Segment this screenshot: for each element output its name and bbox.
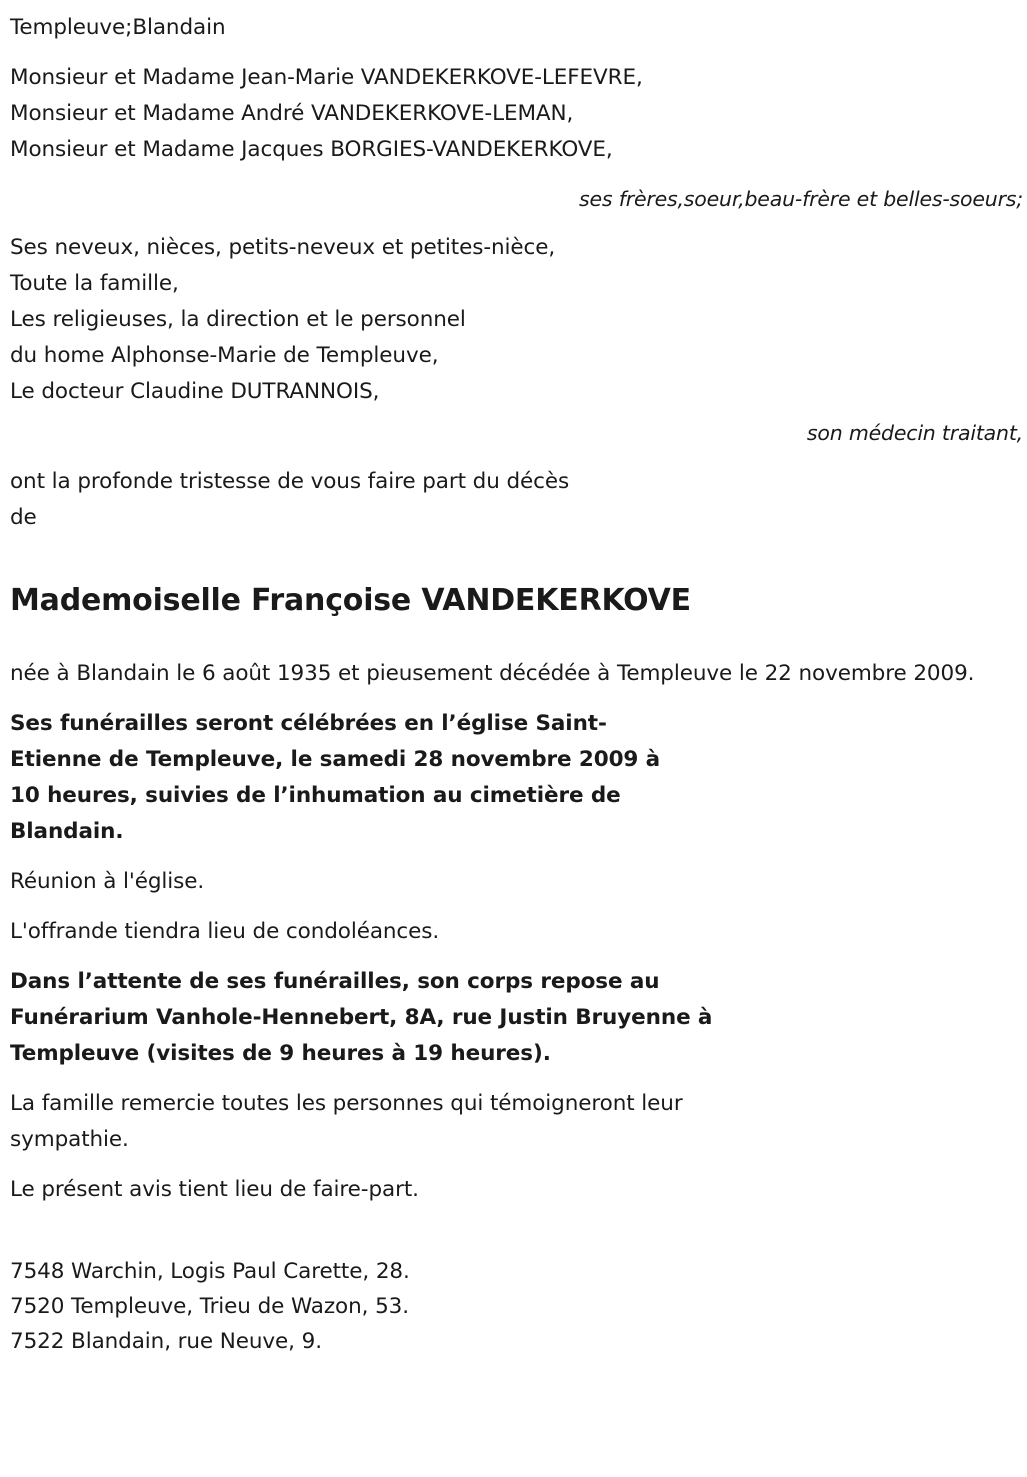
- address-line: 7520 Templeuve, Trieu de Wazon, 53.: [10, 1294, 409, 1319]
- family-line: Le docteur Claudine DUTRANNOIS,: [10, 379, 380, 404]
- deceased-name: Mademoiselle Françoise VANDEKERKOVE: [10, 583, 691, 618]
- announcement-de: de: [10, 505, 37, 530]
- address-line: 7548 Warchin, Logis Paul Carette, 28.: [10, 1259, 410, 1284]
- family-line: Les religieuses, la direction et le personnel: [10, 307, 466, 332]
- offering-info: L'offrande tiendra lieu de condoléances.: [10, 919, 440, 944]
- announcer-line: Monsieur et Madame Jean-Marie VANDEKERKOVE-LEFEVRE,: [10, 65, 643, 90]
- birth-death-info: née à Blandain le 6 août 1935 et pieusement décédée à Templeuve le 22 novembre 2009.: [10, 661, 975, 686]
- locations-header: Templeuve;Blandain: [10, 15, 226, 40]
- address-line: 7522 Blandain, rue Neuve, 9.: [10, 1329, 322, 1354]
- spacer: [10, 950, 1025, 964]
- funeral-details: Ses funérailles seront célébrées en l’église Saint-Etienne de Templeuve, le samedi 28 novembre 2009 à 10 heures, suivies de l’inhumation au cimetière de Blandain.: [10, 711, 661, 844]
- spacer: [10, 450, 1025, 464]
- spacer: [10, 46, 1025, 60]
- spacer: [10, 1072, 1025, 1086]
- announcer-line: Monsieur et Madame Jacques BORGIES-VANDEKERKOVE,: [10, 137, 613, 162]
- thanks-message: La famille remercie toutes les personnes qui témoigneront leur sympathie.: [10, 1091, 683, 1152]
- qualifier-siblings: ses frères,soeur,beau-frère et belles-soeurs;: [579, 187, 1023, 211]
- family-line: Ses neveux, nièces, petits-neveux et petites-nièce,: [10, 235, 556, 260]
- spacer: [10, 620, 1025, 656]
- funerarium-info: Dans l’attente de ses funérailles, son corps repose au Funérarium Vanhole-Hennebert, 8A, rue Justin Bruyenne à Templeuve (visites de 9 heures à 19 heures).: [10, 969, 713, 1066]
- spacer: [10, 692, 1025, 706]
- spacer: [10, 900, 1025, 914]
- qualifier-doctor: son médecin traitant,: [806, 421, 1023, 445]
- spacer: [10, 216, 1025, 230]
- announcers-list: [10, 60, 1025, 168]
- family-list: [10, 230, 1025, 410]
- announcement-lead: ont la profonde tristesse de vous faire part du décès: [10, 469, 570, 494]
- family-line: du home Alphonse-Marie de Templeuve,: [10, 343, 439, 368]
- spacer: [10, 536, 1025, 582]
- announcer-line: Monsieur et Madame André VANDEKERKOVE-LEMAN,: [10, 101, 574, 126]
- notice-statement: Le présent avis tient lieu de faire-part.: [10, 1177, 419, 1202]
- family-line: Toute la famille,: [10, 271, 179, 296]
- spacer: [10, 850, 1025, 864]
- spacer: [10, 1158, 1025, 1172]
- address-list: [10, 1254, 1025, 1359]
- gathering-info: Réunion à l'église.: [10, 869, 205, 894]
- spacer: [10, 1208, 1025, 1254]
